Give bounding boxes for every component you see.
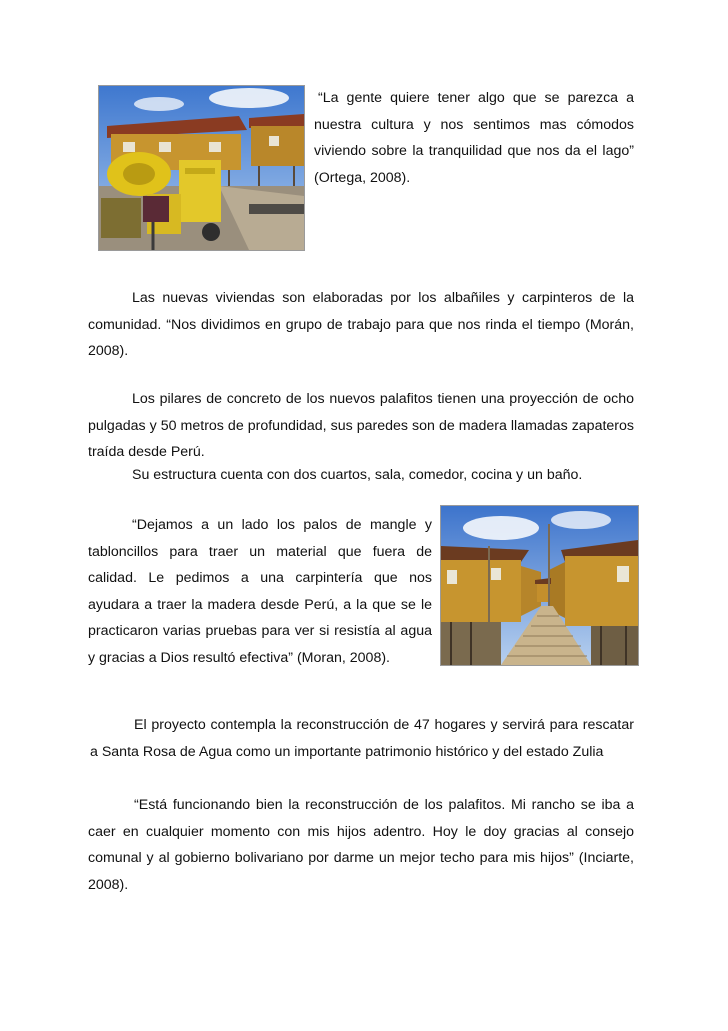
paragraph-pillars: Los pilares de concreto de los nuevos palafitos tienen una proyección de ocho pulgadas y 50 metros de profundidad, sus paredes son de madera llamadas zapateros traída desde Perú. bbox=[88, 391, 634, 461]
quote-ortega: “La gente quiere tener algo que se parezca a nuestra cultura y nos sentimos mas cómodos viviendo sobre la tranquilidad que nos da el lago” (Ortega, 2008). bbox=[314, 90, 634, 186]
quote-inciarte: “Está funcionando bien la reconstrucción de los palafitos. Mi rancho se iba a caer en cualquier momento con mis hijos adentro. Hoy le doy gracias al consejo comunal y al gobierno bolivariano por darme un mejor techo para mis hijos” (Inciarte, 2008). bbox=[88, 797, 634, 893]
quote-moran: “Dejamos a un lado los palos de mangle y tabloncillos para traer un material que fuera de calidad. Le pedimos a una carpintería que nos ayudara a traer la madera desde Perú, a la que se le practicaron varias pruebas para ver si resistía al agua y gracias a Dios resultó efectiva” (Moran, 2008). bbox=[88, 517, 432, 666]
paragraph-new-homes: Las nuevas viviendas son elaboradas por los albañiles y carpinteros de la comunidad. “Nos dividimos en grupo de trabajo para que nos rinda el tiempo (Morán, 2008). bbox=[88, 290, 634, 360]
paragraph-project: El proyecto contempla la reconstrucción de 47 hogares y servirá para rescatar a Santa Rosa de Agua como un importante patrimonio histórico y del estado Zulia bbox=[90, 717, 634, 760]
palafitos-walkway-photo bbox=[440, 505, 639, 666]
construction-site-photo bbox=[98, 85, 305, 251]
paragraph-structure: Su estructura cuenta con dos cuartos, sala, comedor, cocina y un baño. bbox=[132, 467, 583, 483]
